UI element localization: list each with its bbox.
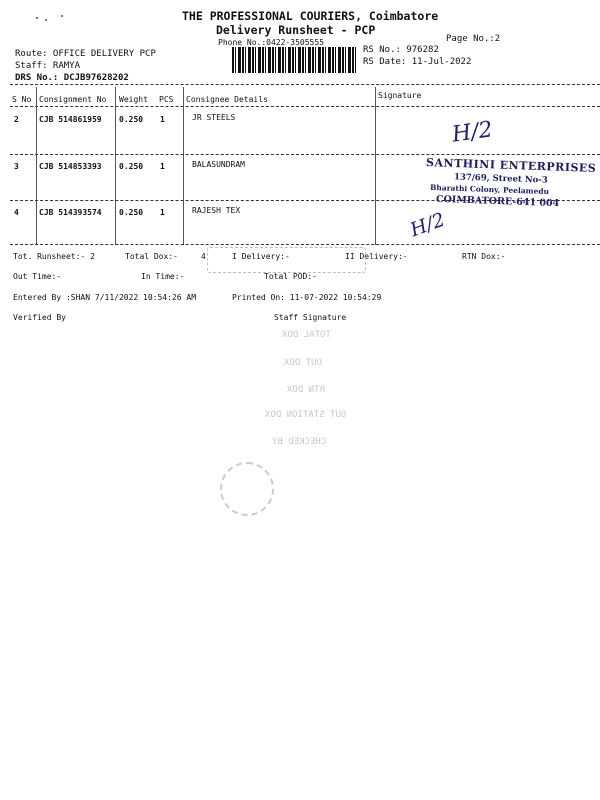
handwritten-mark: H/2 bbox=[450, 117, 495, 148]
rtn-dox: RTN Dox:- bbox=[462, 252, 506, 261]
speck bbox=[36, 17, 38, 19]
total-dox-label: Total Dox:- bbox=[125, 252, 178, 261]
stamp-name: SANTHINI ENTERPRISES bbox=[425, 156, 597, 175]
staff-signature: Staff Signature bbox=[274, 313, 347, 322]
row-consignee: RAJESH TEX bbox=[192, 206, 241, 215]
entered-by: Entered By :SHAN 7/11/2022 10:54:26 AM bbox=[13, 293, 197, 302]
table-bottom-rule bbox=[10, 244, 600, 245]
col-divider bbox=[115, 87, 116, 245]
total-runsheet: Tot. Runsheet:- 2 bbox=[13, 252, 95, 261]
company-title: THE PROFESSIONAL COURIERS, Coimbatore bbox=[182, 9, 439, 23]
table-top-rule bbox=[10, 84, 600, 85]
faint-stamp-box bbox=[207, 247, 366, 273]
total-dox-value: 4 bbox=[201, 252, 206, 261]
barcode bbox=[232, 47, 357, 73]
row-pcs: 1 bbox=[160, 162, 165, 171]
row-sno: 2 bbox=[14, 115, 19, 124]
row-separator bbox=[10, 154, 600, 155]
stamp-line: Bharathi Colony, Peelamedu bbox=[429, 182, 550, 197]
handwritten-mark: H/2 bbox=[407, 208, 448, 242]
col-divider bbox=[183, 87, 184, 245]
in-time: In Time:- bbox=[141, 272, 185, 281]
second-delivery: II Delivery:- bbox=[345, 252, 408, 261]
faint-seal bbox=[220, 462, 274, 516]
header-consignment: Consignment No bbox=[39, 95, 107, 104]
row-consignee: BALASUNDRAM bbox=[192, 160, 245, 169]
row-weight: 0.250 bbox=[119, 115, 144, 124]
speck bbox=[61, 15, 63, 17]
drs-number: DRS No.: DCJB97628202 bbox=[15, 73, 129, 83]
first-delivery: I Delivery:- bbox=[232, 252, 290, 261]
bleed-through-text: CHECKED BY bbox=[272, 437, 327, 447]
row-consignment: CJB 514853393 bbox=[39, 162, 102, 171]
document-subtitle: Delivery Runsheet - PCP bbox=[216, 23, 376, 37]
total-pod: Total POD:- bbox=[264, 272, 317, 281]
row-pcs: 1 bbox=[160, 208, 165, 217]
row-weight: 0.250 bbox=[119, 162, 144, 171]
staff-label: Staff: RAMYA bbox=[15, 61, 81, 71]
stamp-line: COIMBATORE-641 004 bbox=[435, 193, 560, 210]
verified-by: Verified By bbox=[13, 313, 66, 322]
rs-date: RS Date: 11-Jul-2022 bbox=[363, 57, 472, 67]
header-pcs: PCS bbox=[159, 95, 174, 104]
bleed-through-text: TOTAL DOX bbox=[282, 330, 331, 340]
header-bottom-rule bbox=[10, 106, 600, 107]
printed-on: Printed On: 11-07-2022 10:54:29 bbox=[232, 293, 382, 302]
row-consignment: CJB 514861959 bbox=[39, 115, 102, 124]
col-divider bbox=[375, 87, 376, 245]
header-weight: Weight bbox=[119, 95, 148, 104]
header-signature: Signature bbox=[378, 91, 422, 100]
out-time: Out Time:- bbox=[13, 272, 62, 281]
header-sno: S No bbox=[12, 95, 32, 104]
row-weight: 0.250 bbox=[119, 208, 144, 217]
row-pcs: 1 bbox=[160, 115, 165, 124]
stamp-line: 137/69, Street No-3 bbox=[453, 172, 548, 186]
row-consignment: CJB 514393574 bbox=[39, 208, 102, 217]
bleed-through-text: RTN DOX bbox=[287, 385, 325, 395]
col-divider bbox=[36, 87, 37, 245]
header-consignee: Consignee Details bbox=[186, 95, 268, 104]
phone-number: Phone No.:0422-3505555 bbox=[218, 38, 324, 47]
row-sno: 3 bbox=[14, 162, 19, 171]
row-consignee: JR STEELS bbox=[192, 113, 236, 122]
rs-number: RS No.: 976282 bbox=[363, 45, 439, 55]
row-sno: 4 bbox=[14, 208, 19, 217]
page-number: Page No.:2 bbox=[446, 34, 501, 44]
speck bbox=[45, 19, 47, 21]
bleed-through-text: OUT STATION DOX bbox=[265, 410, 347, 420]
company-stamp bbox=[425, 156, 597, 219]
route-label: Route: OFFICE DELIVERY PCP bbox=[15, 49, 156, 59]
bleed-through-text: OUT DOX bbox=[284, 358, 322, 368]
